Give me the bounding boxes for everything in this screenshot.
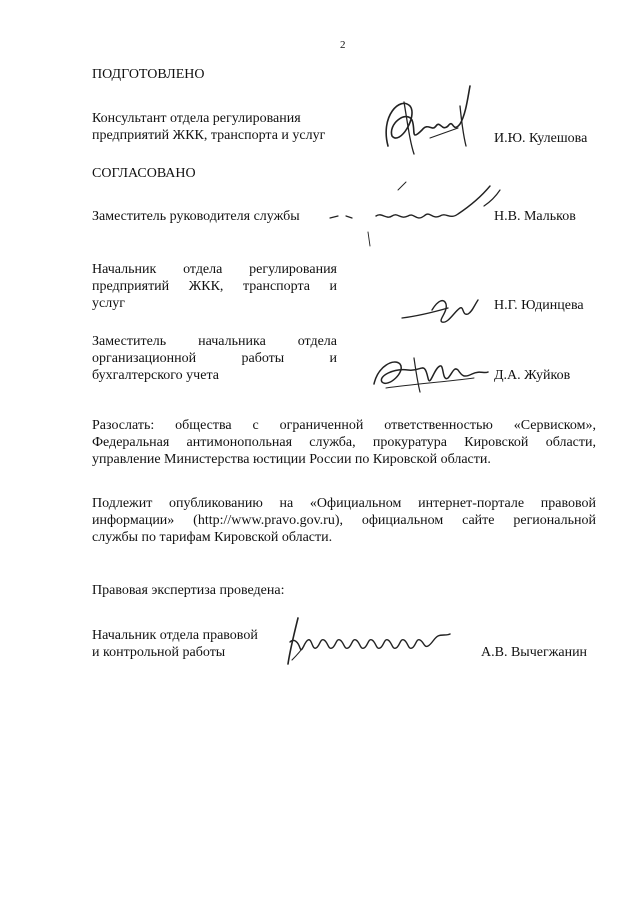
prepared-position-line: предприятий ЖКК, транспорта и услуг	[92, 128, 326, 143]
signer-position-line: Заместитель начальника отдела	[92, 334, 337, 349]
distribution-paragraph	[92, 417, 596, 468]
signature-kuleshova	[370, 76, 480, 166]
signer-name: Д.А. Жуйков	[494, 368, 571, 383]
signature-zhuikov	[364, 348, 494, 398]
prepared-name: И.Ю. Кулешова	[494, 131, 588, 146]
legal-review-statement: Правовая экспертиза проведена:	[92, 583, 285, 598]
signer-position-line: услуг	[92, 296, 125, 311]
legal-review-position	[92, 627, 292, 661]
signer-position-line: Начальник отдела регулирования	[92, 262, 337, 277]
distribution-line: управление Министерства юстиции России по Кировской области.	[92, 452, 491, 467]
publication-line: Подлежит опубликованию на «Официальном интернет-портале правовой	[92, 496, 596, 511]
signer-name: Н.Г. Юдинцева	[494, 298, 584, 313]
legal-review-name: А.В. Вычегжанин	[481, 645, 588, 660]
signer-position: Заместитель руководителя службы	[92, 209, 300, 224]
publication-line: информации» (http://www.pravo.gov.ru), официальном сайте региональной	[92, 513, 596, 528]
distribution-line: Разослать: общества с ограниченной ответственностью «Сервиском»,	[92, 418, 596, 433]
prepared-position	[92, 110, 352, 144]
signer-position	[92, 261, 337, 312]
page-number: 2	[340, 39, 346, 51]
signer-position	[92, 333, 337, 384]
signer-position-line: бухгалтерского учета	[92, 368, 219, 383]
prepared-heading: ПОДГОТОВЛЕНО	[92, 67, 205, 82]
distribution-line: Федеральная антимонопольная служба, прокуратура Кировской области,	[92, 435, 596, 450]
signer-name: Н.В. Мальков	[494, 209, 576, 224]
publication-line: службы по тарифам Кировской области.	[92, 530, 333, 545]
legal-review-position-line: Начальник отдела правовой	[92, 628, 258, 643]
signature-malkov	[320, 172, 520, 252]
legal-review-position-line: и контрольной работы	[92, 645, 226, 660]
signer-position-line: предприятий ЖКК, транспорта и	[92, 279, 337, 294]
signature-vychegzhanin	[282, 612, 462, 672]
publication-paragraph	[92, 495, 596, 546]
signer-position-line: организационной работы и	[92, 351, 337, 366]
prepared-position-line: Консультант отдела регулирования	[92, 111, 301, 126]
signature-yudintseva	[398, 290, 488, 330]
agreed-heading: СОГЛАСОВАНО	[92, 166, 196, 181]
